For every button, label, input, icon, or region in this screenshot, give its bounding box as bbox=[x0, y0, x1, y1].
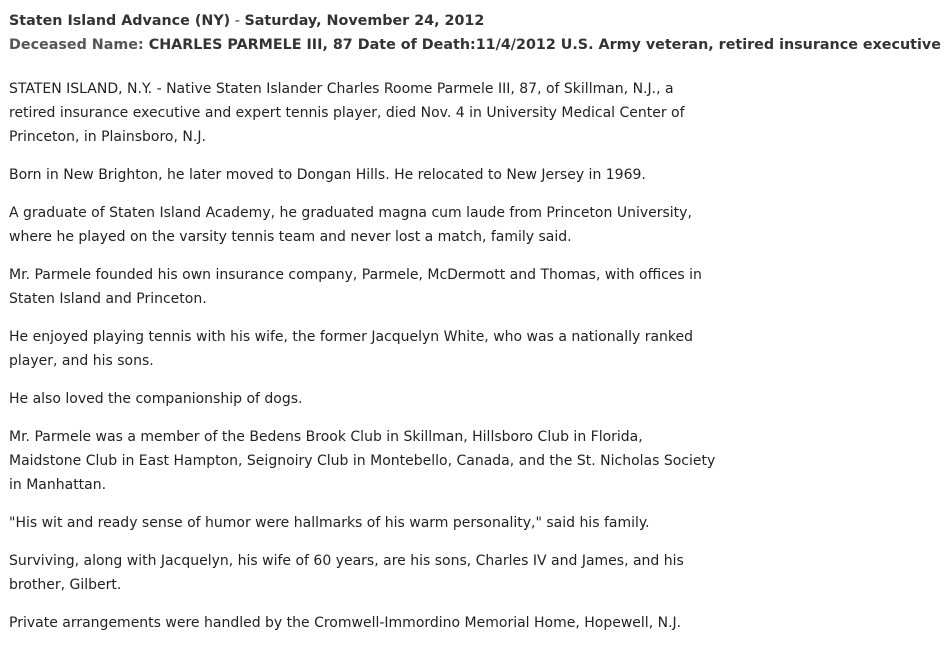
paragraph: Born in New Brighton, he later moved to Dongan Hills. He relocated to New Jersey in 1969. bbox=[9, 167, 646, 183]
publication-name: Staten Island Advance (NY) bbox=[9, 13, 231, 29]
paragraph: Surviving, along with Jacquelyn, his wife of 60 years, are his sons, Charles IV and James, and his brother, Gilbert. bbox=[9, 553, 684, 593]
paragraph: He enjoyed playing tennis with his wife, the former Jacquelyn White, who was a nationally ranked player, and his sons. bbox=[9, 329, 694, 369]
obituary-body bbox=[9, 77, 719, 635]
publication-header bbox=[9, 9, 945, 33]
paragraph: STATEN ISLAND, N.Y. - Native Staten Islander Charles Roome Parmele III, 87, of Skillman, N.J., a retired insurance executive and expert tennis player, died Nov. 4 in University Medical Center of Princeton, in Plainsboro, N.J. bbox=[9, 81, 685, 145]
paragraph: "His wit and ready sense of humor were hallmarks of his warm personality," said his family. bbox=[9, 515, 650, 531]
header-separator: - bbox=[230, 13, 245, 29]
deceased-value: CHARLES PARMELE III, 87 Date of Death:11/4/2012 U.S. Army veteran, retired insurance executive bbox=[148, 37, 941, 53]
deceased-label: Deceased Name: bbox=[9, 37, 144, 53]
paragraph: A graduate of Staten Island Academy, he graduated magna cum laude from Princeton University, where he played on the varsity tennis team and never lost a match, family said. bbox=[9, 205, 692, 245]
deceased-header bbox=[9, 33, 945, 57]
paragraph: Mr. Parmele founded his own insurance company, Parmele, McDermott and Thomas, with offices in Staten Island and Princeton. bbox=[9, 267, 702, 307]
paragraph: Mr. Parmele was a member of the Bedens Brook Club in Skillman, Hillsboro Club in Florida, Maidstone Club in East Hampton, Seignoiry Club in Montebello, Canada, and the St. Nicholas Society in Manhattan. bbox=[9, 429, 716, 493]
publication-date: Saturday, November 24, 2012 bbox=[244, 13, 485, 29]
paragraph: He also loved the companionship of dogs. bbox=[9, 391, 303, 407]
paragraph: Private arrangements were handled by the Cromwell-Immordino Memorial Home, Hopewell, N.J. bbox=[9, 615, 682, 631]
